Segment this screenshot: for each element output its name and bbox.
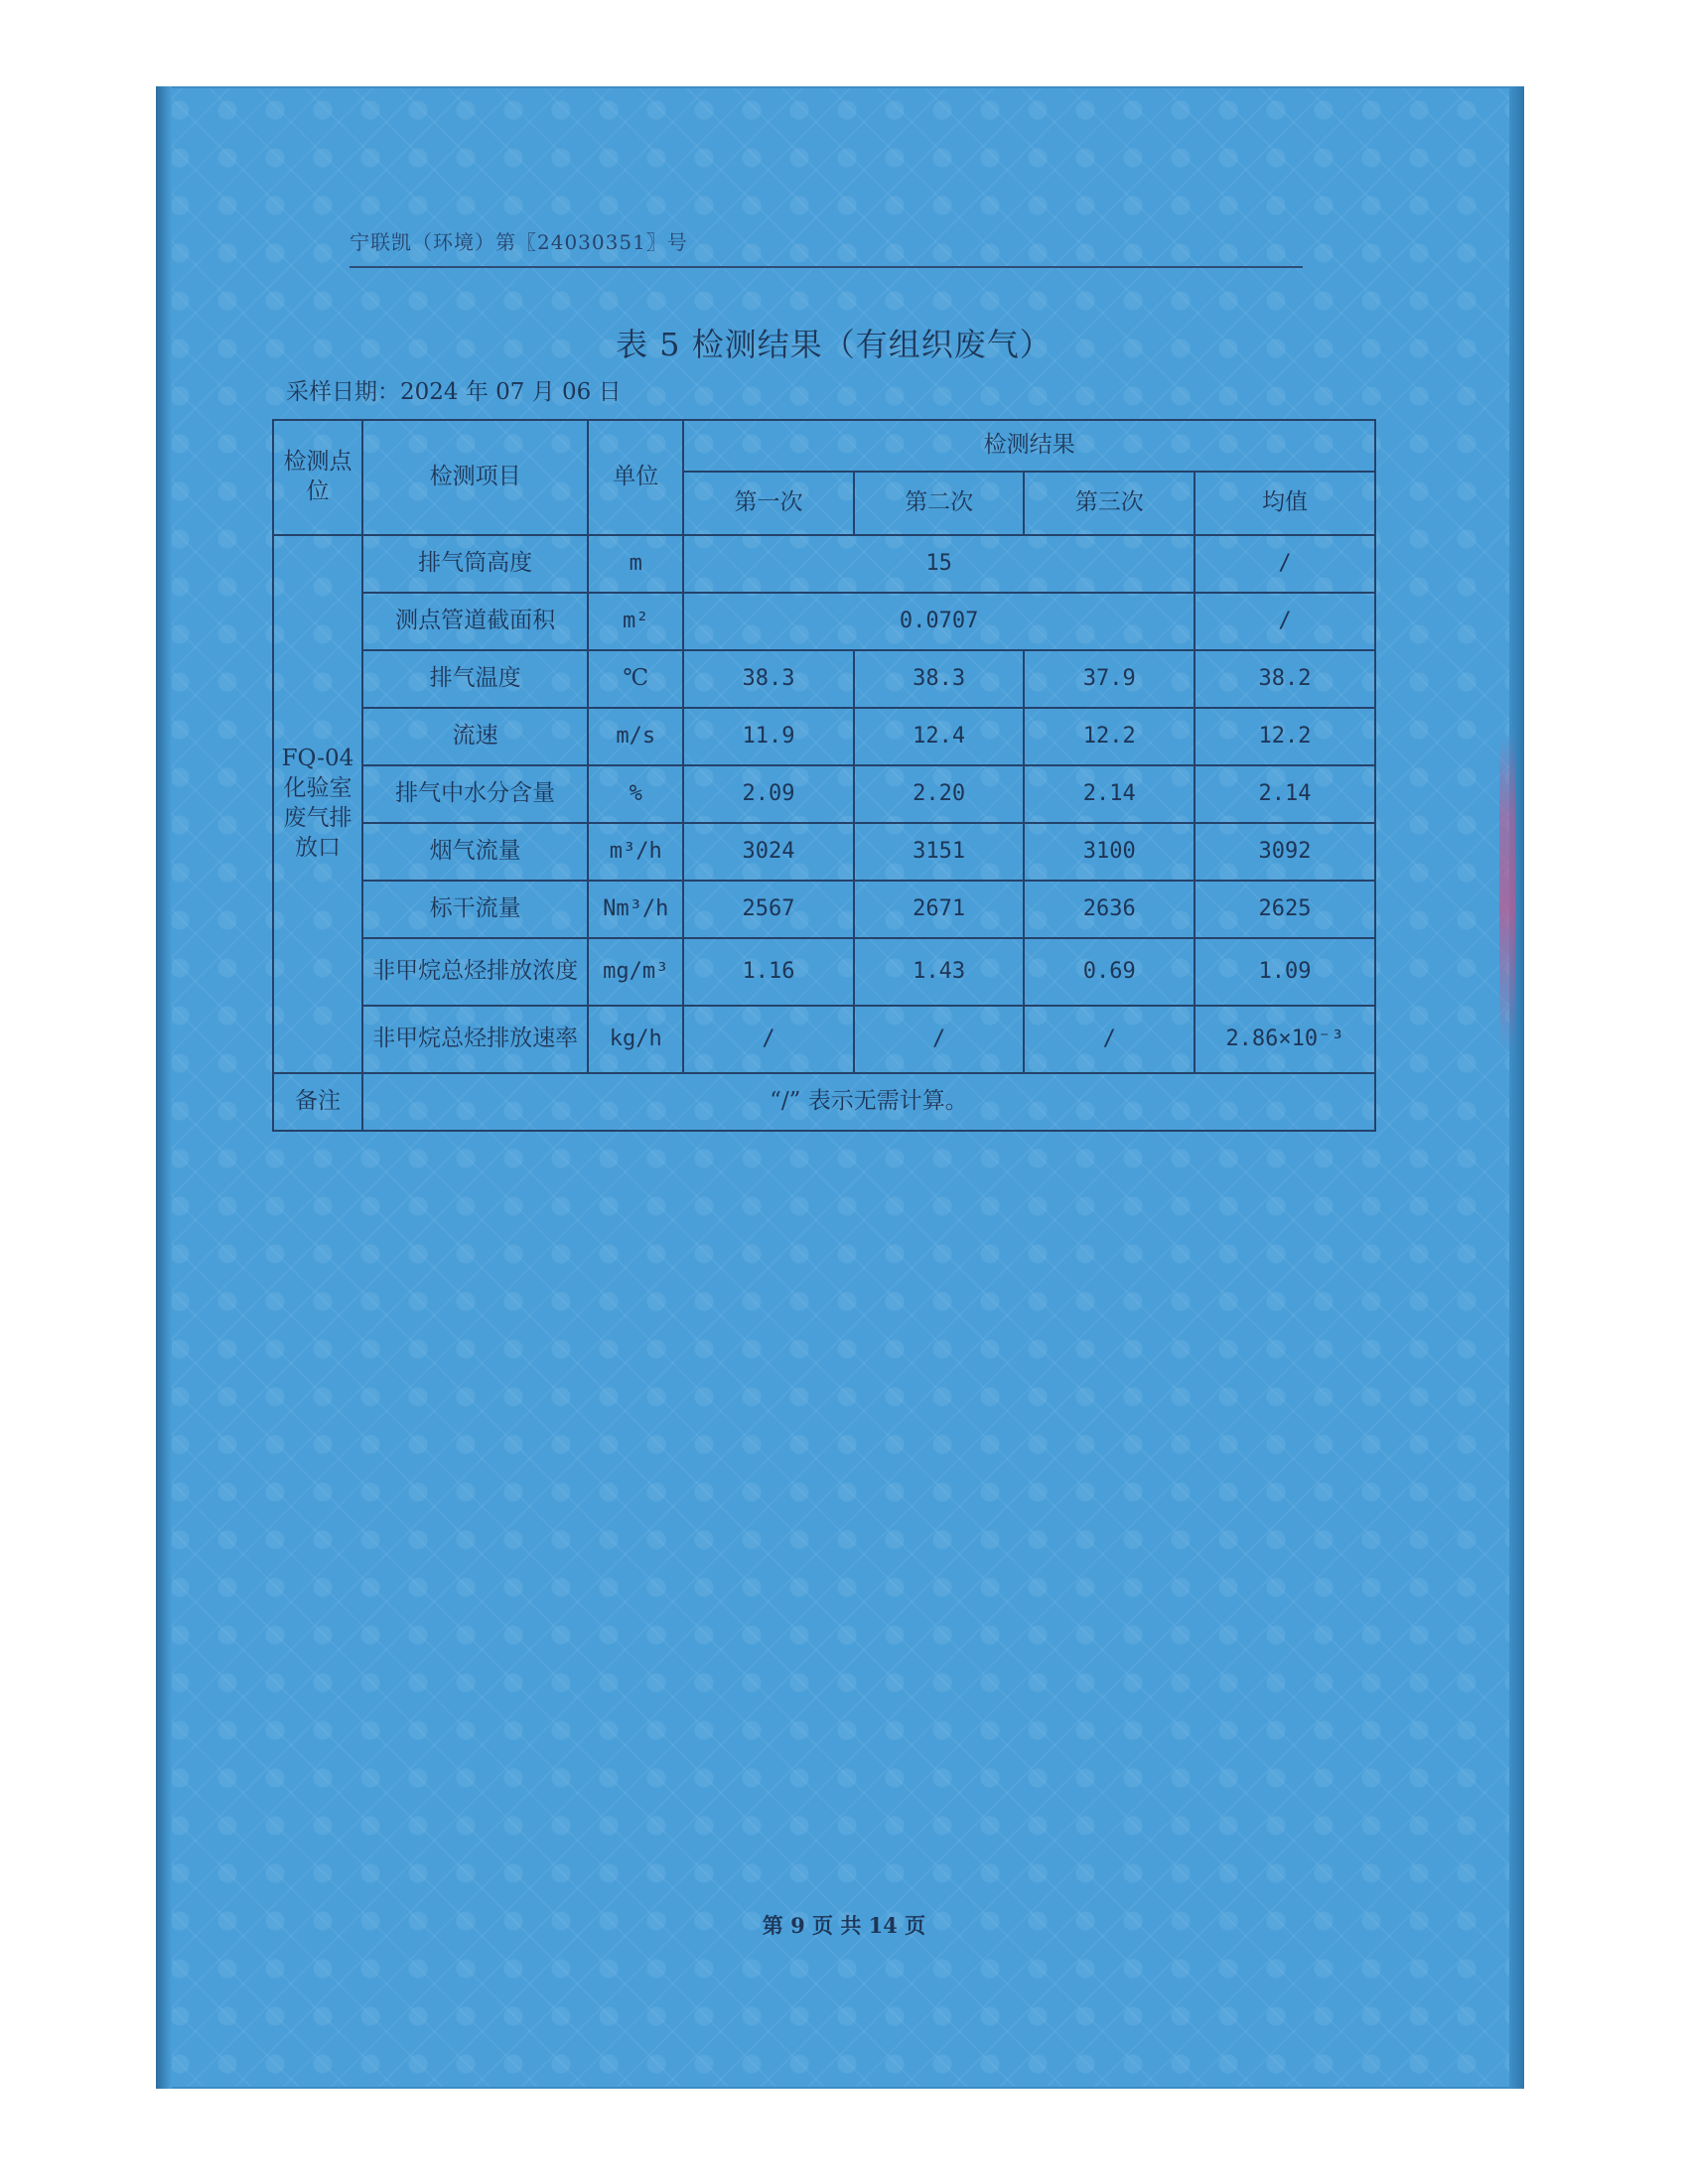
sample-date: 采样日期：2024 年 07 月 06 日 [286, 379, 622, 405]
row-v2: 2.20 [854, 765, 1025, 823]
header-row [273, 420, 1375, 472]
sheet-left-shadow [156, 86, 172, 2089]
row-item: 测点管道截面积 [362, 593, 588, 650]
row-avg: 2.86×10⁻³ [1195, 1006, 1375, 1073]
table-row [273, 650, 1375, 708]
page-number: 第 9 页 共 14 页 [762, 1913, 926, 1938]
row-v1: 38.3 [683, 650, 854, 708]
row-unit: Nm³/h [588, 881, 683, 938]
site-cell: FQ-04 化验室废气排放口 [273, 535, 362, 1073]
row-unit: % [588, 765, 683, 823]
row-unit: m [588, 535, 683, 593]
row-unit: m³/h [588, 823, 683, 881]
sheet-right-edge [1509, 86, 1524, 2089]
row-v2: 38.3 [854, 650, 1025, 708]
row-unit: m/s [588, 708, 683, 765]
row-v1: 2567 [683, 881, 854, 938]
row-item: 标干流量 [362, 881, 588, 938]
table-row [273, 938, 1375, 1006]
row-v3: 2.14 [1024, 765, 1195, 823]
row-avg: 38.2 [1195, 650, 1375, 708]
row-unit: kg/h [588, 1006, 683, 1073]
row-v3: 12.2 [1024, 708, 1195, 765]
row-item: 排气中水分含量 [362, 765, 588, 823]
table-title: 表 5 检测结果（有组织废气） [616, 326, 1053, 363]
row-avg: 1.09 [1195, 938, 1375, 1006]
row-v1: 11.9 [683, 708, 854, 765]
row-v2: 1.43 [854, 938, 1025, 1006]
row-avg: 12.2 [1195, 708, 1375, 765]
results-table [272, 419, 1376, 1132]
row-merged-value: 15 [683, 535, 1195, 593]
header-third: 第三次 [1024, 472, 1195, 535]
row-unit: m² [588, 593, 683, 650]
table-row [273, 765, 1375, 823]
row-item: 非甲烷总烃排放浓度 [362, 938, 588, 1006]
header-point: 检测点位 [273, 420, 362, 535]
row-v2: / [854, 1006, 1025, 1073]
row-avg: / [1195, 593, 1375, 650]
row-item: 流速 [362, 708, 588, 765]
row-unit: ℃ [588, 650, 683, 708]
row-avg: 2625 [1195, 881, 1375, 938]
note-label: 备注 [273, 1073, 362, 1131]
header-unit: 单位 [588, 420, 683, 535]
row-v3: 0.69 [1024, 938, 1195, 1006]
row-v3: 2636 [1024, 881, 1195, 938]
header-item: 检测项目 [362, 420, 588, 535]
row-item: 烟气流量 [362, 823, 588, 881]
table-row [273, 823, 1375, 881]
table-row [273, 535, 1375, 593]
row-v3: 37.9 [1024, 650, 1195, 708]
row-item: 非甲烷总烃排放速率 [362, 1006, 588, 1073]
row-item: 排气筒高度 [362, 535, 588, 593]
header-first: 第一次 [683, 472, 854, 535]
row-avg: / [1195, 535, 1375, 593]
table-row [273, 1006, 1375, 1073]
row-v2: 2671 [854, 881, 1025, 938]
report-reference: 宁联凯（环境）第〖24030351〗号 [350, 230, 688, 254]
seal-stamp-edge [1499, 735, 1515, 1052]
header-divider [350, 266, 1303, 268]
row-avg: 3092 [1195, 823, 1375, 881]
header-second: 第二次 [854, 472, 1025, 535]
row-v1: 1.16 [683, 938, 854, 1006]
row-v1: / [683, 1006, 854, 1073]
row-unit: mg/m³ [588, 938, 683, 1006]
table-row [273, 593, 1375, 650]
row-v1: 3024 [683, 823, 854, 881]
header-avg: 均值 [1195, 472, 1375, 535]
row-avg: 2.14 [1195, 765, 1375, 823]
row-v1: 2.09 [683, 765, 854, 823]
row-item: 排气温度 [362, 650, 588, 708]
note-text: “/” 表示无需计算。 [362, 1073, 1375, 1131]
table-row [273, 708, 1375, 765]
row-v3: / [1024, 1006, 1195, 1073]
table-row [273, 881, 1375, 938]
header-results: 检测结果 [683, 420, 1375, 472]
row-v2: 12.4 [854, 708, 1025, 765]
row-merged-value: 0.0707 [683, 593, 1195, 650]
row-v2: 3151 [854, 823, 1025, 881]
row-v3: 3100 [1024, 823, 1195, 881]
note-row [273, 1073, 1375, 1131]
